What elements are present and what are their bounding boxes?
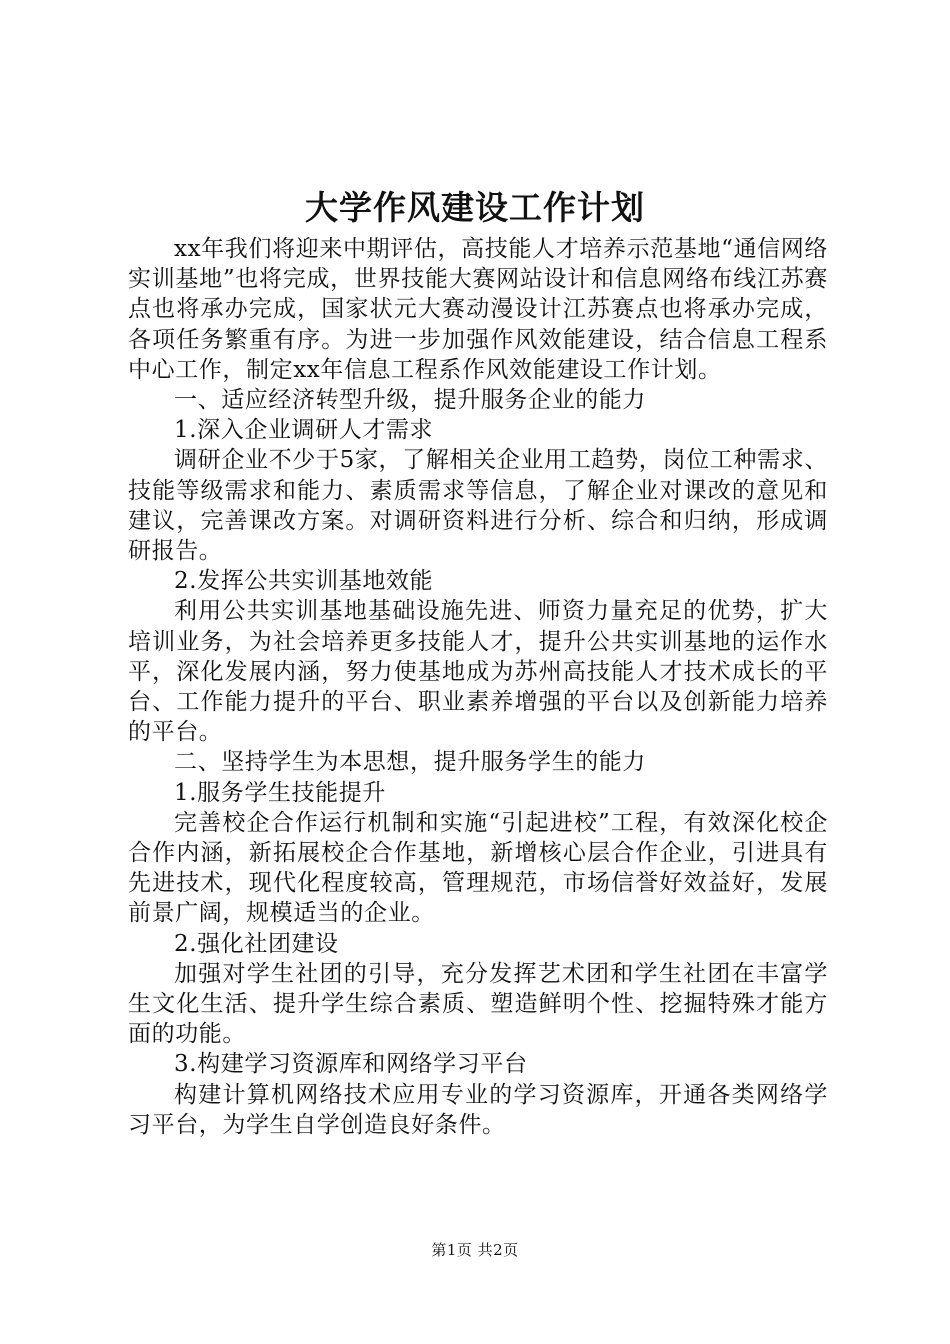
document-title: 大学作风建设工作计划 — [305, 188, 645, 227]
subsection-heading-2-2: 2.强化社团建设 — [174, 930, 339, 957]
body-paragraph-2-3: 构建计算机网络技术应用专业的学习资源库，开通各类网络学习平台，为学生自学创造良好条件。 — [128, 1081, 828, 1138]
intro-paragraph: xx年我们将迎来中期评估，高技能人才培养示范基地“通信网络实训基地”也将完成，世界技能大赛网站设计和信息网络布线江苏赛点也将承办完成，国家状元大赛动漫设计江苏赛点也将承办完成，各项任务繁重有序。为进一步加强作风效能建设，结合信息工程系中心工作，制定xx年信息工程系作风效能建设工作计划。 — [128, 236, 828, 383]
body-paragraph-1-2: 利用公共实训基地基础设施先进、师资力量充足的优势，扩大培训业务，为社会培养更多技能人才，提升公共实训基地的运作水平，深化发展内涵，努力使基地成为苏州高技能人才技术成长的平台、工作能力提升的平台、职业素养增强的平台以及创新能力培养的平台。 — [128, 598, 828, 746]
document-body — [128, 234, 828, 1140]
page-number-footer: 第1页 共2页 — [431, 1241, 519, 1259]
subsection-heading-1-2: 2.发挥公共实训基地效能 — [174, 568, 434, 595]
section-heading-2: 二、坚持学生为本思想，提升服务学生的能力 — [174, 749, 646, 776]
subsection-heading-2-3: 3.构建学习资源库和网络学习平台 — [174, 1051, 528, 1078]
body-paragraph-2-2: 加强对学生社团的引导，充分发挥艺术团和学生社团在丰富学生文化生活、提升学生综合素质、塑造鲜明个性、挖掘特殊才能方面的功能。 — [128, 960, 828, 1048]
subsection-heading-1-1: 1.深入企业调研人才需求 — [174, 417, 434, 444]
body-paragraph-1-1: 调研企业不少于5家，了解相关企业用工趋势，岗位工种需求、技能等级需求和能力、素质需求等信息，了解企业对课改的意见和建议，完善课改方案。对调研资料进行分析、综合和归纳，形成调研报告。 — [128, 447, 828, 565]
body-paragraph-2-1: 完善校企合作运行机制和实施“引起进校”工程，有效深化校企合作内涵，新拓展校企合作基地，新增核心层合作企业，引进具有先进技术，现代化程度较高，管理规范，市场信誉好效益好，发展前景广阔，规模适当的企业。 — [128, 809, 828, 927]
subsection-heading-2-1: 1.服务学生技能提升 — [174, 779, 386, 806]
section-heading-1: 一、适应经济转型升级，提升服务企业的能力 — [174, 387, 646, 414]
